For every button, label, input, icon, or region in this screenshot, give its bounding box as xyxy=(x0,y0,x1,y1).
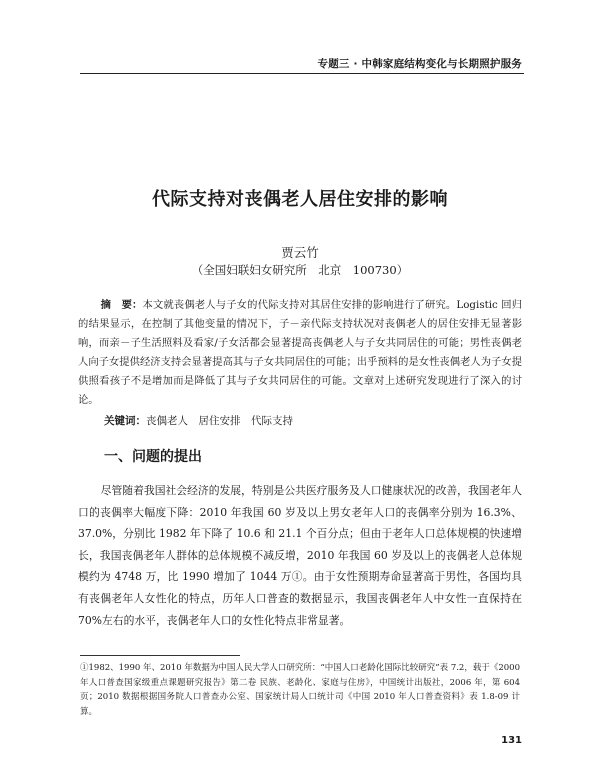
keywords xyxy=(104,413,522,428)
footnote: ①1982、1990 年、2010 年数据为中国人民大学人口研究所：“中国人口老龄化国际比较研究”表 7.2，载于《2000 年人口普查国家级重点课题研究报告》第二卷 民族、老龄化、家庭与住房》，中国统计出版社，2006 年，第 604 页；2010 数据根据国务院人口普查办公室、国家统计局人口统计司《中国 2010 年人口普查资料》表 1.8-09 计算。 xyxy=(80,663,520,717)
abstract-text: 本文就丧偶老人与子女的代际支持对其居住安排的影响进行了研究。Logistic 回归的结果显示，在控制了其他变量的情况下，子－亲代际支持状况对丧偶老人的居住安排无显著影响，而亲－子生活照料及看家/子女活都会显著提高丧偶老人与子女共同居住的可能；男性丧偶老人向子女提供经济支持会显著提高其与子女共同居住的可能；出乎预料的是女性丧偶老人为子女提供照看孩子不是增加而是降低了其与子女共同居住的可能。文章对上述研究发现进行了深入的讨论。 xyxy=(78,299,522,406)
footnote-rule xyxy=(80,655,240,656)
keywords-label: 关键词： xyxy=(104,415,146,427)
abstract-label: 摘 要： xyxy=(100,299,143,311)
keywords-text: 丧偶老人 居住安排 代际支持 xyxy=(146,415,293,427)
author-name: 贾云竹 xyxy=(281,245,319,260)
body-paragraph: 尽管随着我国社会经济的发展，特别是公共医疗服务及人口健康状况的改善，我国老年人口的丧偶率大幅度下降：2010 年我国 60 岁及以上男女老年人口的丧偶率分别为 16.3%、37.0%，分别比 1982 年下降了 10.6 和 21.1 个百分点；但由于老年人口总体规模的快速增长，我国丧偶老年人群体的总体规模不减反增，2010 年我国 60 岁及以上的丧偶老人总体规模约为 4748 万，比 1990 增加了 1044 万①。由于女性预期寿命显著高于男性，各国均具有丧偶老年人女性化的特点，历年人口普查的数据显示，我国丧偶老年人中女性一直保持在 70%左右的水平，丧偶老年人口的女性化特点非常显著。 xyxy=(78,484,522,627)
section-heading: 一、问题的提出 xyxy=(104,449,202,465)
page-number: 131 xyxy=(501,735,522,746)
article-title: 代际支持对丧偶老人居住安排的影响 xyxy=(152,189,448,210)
abstract xyxy=(78,296,522,410)
running-head: 专题三 · 中韩家庭结构变化与长期照护服务 xyxy=(317,58,522,70)
author-affiliation: （全国妇联妇女研究所 北京 100730） xyxy=(191,263,409,277)
header-rule xyxy=(80,73,524,74)
